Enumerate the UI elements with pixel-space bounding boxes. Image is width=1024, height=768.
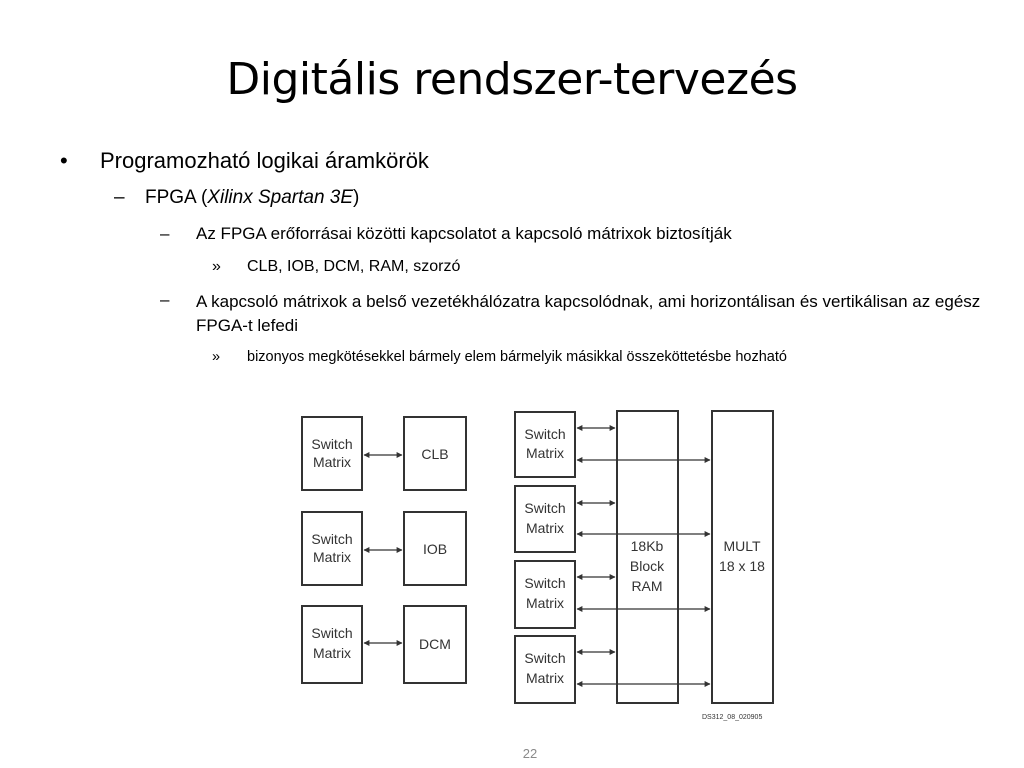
mult-label-1: MULT — [723, 538, 761, 554]
slide-title: Digitális rendszer-tervezés — [226, 54, 798, 105]
bullet-level3-first: Az FPGA erőforrásai közötti kapcsolatot a kapcsoló mátrixok biztosítják — [196, 224, 732, 243]
switch-matrix-label-2: Matrix — [525, 445, 565, 461]
switch-matrix-label-2: Matrix — [525, 520, 565, 536]
bullet-marker: » — [212, 349, 221, 365]
iob-label: IOB — [422, 541, 448, 557]
bullet-marker: • — [60, 148, 68, 173]
block-ram-label-2: Block — [629, 558, 665, 574]
bullet-level3-second: A kapcsoló mátrixok a belső vezetékhálózatra kapcsolódnak, ami horizontálisan és vertikálisan az egész FPGA-t lefedi — [196, 292, 981, 335]
bullet-level2-prefix: FPGA ( — [145, 187, 208, 208]
switch-matrix-label-1: Switch — [524, 500, 566, 516]
switch-matrix-label-2: Matrix — [312, 645, 352, 661]
bullet-level2-suffix: ) — [353, 187, 360, 208]
dcm-label: DCM — [419, 636, 451, 652]
bullet-level2-italic: Xilinx Spartan 3E — [207, 187, 354, 208]
switch-matrix-label-2: Matrix — [312, 454, 352, 470]
switch-matrix-label-1: Switch — [311, 625, 353, 641]
block-ram-label-3: RAM — [631, 578, 663, 594]
switch-matrix-label-2: Matrix — [525, 670, 565, 686]
switch-matrix-label-2: Matrix — [525, 595, 565, 611]
mult-box — [712, 411, 773, 703]
figure-id: DS312_08_020905 — [702, 714, 763, 721]
bullet-marker: – — [160, 290, 170, 309]
switch-matrix-label-1: Switch — [524, 650, 566, 666]
switch-matrix-label-1: Switch — [524, 426, 566, 442]
page-number: 22 — [522, 746, 538, 761]
switch-matrix-box — [515, 486, 575, 552]
block-ram-box — [617, 411, 678, 703]
bullet-marker: – — [160, 224, 170, 243]
bullet-marker: » — [212, 258, 221, 275]
mult-label-2: 18 x 18 — [719, 558, 765, 574]
block-ram-label-1: 18Kb — [630, 538, 664, 554]
switch-matrix-label-1: Switch — [524, 575, 566, 591]
bullet-marker: – — [114, 187, 125, 208]
bullet-level1: Programozható logikai áramkörök — [100, 148, 429, 173]
clb-label: CLB — [421, 446, 449, 462]
switch-matrix-label-1: Switch — [311, 531, 353, 547]
switch-matrix-label-2: Matrix — [312, 549, 352, 565]
bullet-level4-second: bizonyos megkötésekkel bármely elem bármelyik másikkal összeköttetésbe hozható — [247, 349, 787, 365]
bullet-level4-first: CLB, IOB, DCM, RAM, szorzó — [247, 258, 461, 275]
switch-matrix-label-1: Switch — [311, 436, 353, 452]
